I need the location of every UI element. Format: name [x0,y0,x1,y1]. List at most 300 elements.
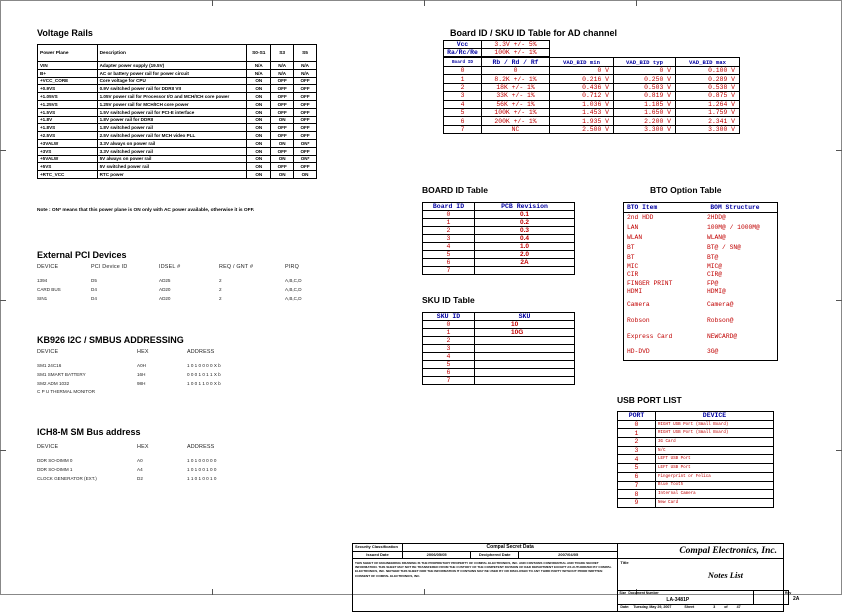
bto-cell: CIR [627,271,639,279]
voltage-cell: +3VS [38,147,98,155]
voltage-cell: OFF [294,116,317,124]
usb-row [618,498,774,507]
bto-cell: Express Card [627,332,673,340]
bto-row [624,254,778,263]
revision: 2A [793,596,800,602]
sku-id-cell: 7 [423,377,475,385]
bto-title: BTO Option Table [650,185,722,195]
usb-cell: 9 [618,498,656,507]
sku-id-row [423,377,575,385]
voltage-cell: OFF [271,163,294,171]
sku-id-cell: 10 [475,321,575,329]
bto-cell: 2HDD@ [706,213,726,221]
ad-cell: 6 [444,117,482,125]
board-id-title: BOARD ID Table [422,185,488,195]
sku-id-row [423,361,575,369]
pci-header: PIRQ [285,264,299,270]
pci-cell: 1394 [37,278,48,283]
ad-cell: 1.185 V [614,100,676,108]
frame-tick [836,450,842,451]
sku-id-cell [475,345,575,353]
pci-header: REQ / GNT # [219,264,254,270]
disclaimer: THIS SHEET OF ENGINEERING DRAWING IS THE PROPRIETARY PROPERTY OF COMPAL ELECTRONICS, INC. AND CONTAINS CONFIDENTIAL AND TRADE SECRET INFORMATION. THIS SHEET MAY NOT BE TRANSFERED FROM THE CUSTODY OF THE COMPETENT DIVISION OF R&D DEPARTMENT EXCEPT AS AUTHORIZED BY COMPAL ELECTRONICS, INC. NEITHER THIS SHEET NOR THE INFORMATION IT CONTAINS MAY BE USED BY OR DISCLOSED TO ANY THIRD PARTY WITHOUT PRIOR WRITTEN CONSENT OF COMPAL ELECTRONICS, INC. [353,559,618,612]
voltage-cell: ON [247,85,271,93]
pci-cell: CARD BUS [37,287,61,292]
voltage-header-cell: S3 [271,45,294,62]
frame-tick [0,150,6,151]
frame-tick [424,0,425,6]
voltage-cell: 1.25V power rail for MCH/ICH core power [97,100,247,108]
vcc-table [443,40,550,57]
usb-cell: 6 [618,472,656,481]
ad-cell: 1.036 V [550,100,614,108]
bto-cell: LAN [627,223,639,231]
voltage-cell: ON [247,77,271,85]
pci-cell: 2 [219,287,222,292]
ad-row [444,67,740,75]
ad-cell: NC [482,125,550,133]
ad-cell: 2.341 V [676,117,740,125]
voltage-cell: +VCC_CORE [38,77,98,85]
voltage-rails-table [37,44,317,179]
usb-cell: New Card [656,498,774,507]
vcc-value: 3.3V +/- 5% [482,41,550,49]
voltage-cell: +1.8VS [38,124,98,132]
voltage-cell: N/A [294,62,317,70]
ad-cell: 0.819 V [614,92,676,100]
ad-row [444,100,740,108]
usb-cell: 5 [618,464,656,473]
voltage-header-cell: S5 [294,45,317,62]
board-id-cell [475,267,575,275]
date-label: Date: [620,605,630,609]
voltage-cell: OFF [271,132,294,140]
bto-cell: BT [627,244,635,251]
ad-header-cell: VAD_BID max [676,58,740,67]
frame-tick [0,300,6,301]
ad-row [444,125,740,133]
ich-cell: A4 [137,467,143,472]
bto-row [624,279,778,288]
ad-header-cell: VAD_BID typ [614,58,676,67]
ad-header-cell: Board ID [444,58,482,67]
voltage-cell: OFF [294,93,317,101]
ad-cell: 3.300 V [614,125,676,133]
pci-cell: D4 [91,287,97,292]
usb-header-cell: DEVICE [656,412,774,421]
usb-row [618,438,774,447]
board-id-cell: 0.4 [475,235,575,243]
bto-cell: FINGER PRINT [627,279,673,287]
bto-row [624,262,778,271]
voltage-rails-title: Voltage Rails [37,28,93,38]
usb-cell: Fingerprint or Felica [656,472,774,481]
board-id-cell: 1 [423,219,475,227]
voltage-cell: ON [247,116,271,124]
ad-cell: 0.216 V [550,75,614,83]
voltage-cell: OFF [271,93,294,101]
kb-cell: 98H [137,381,146,386]
ad-cell: 1.650 V [614,108,676,116]
usb-cell: Internal Camera [656,490,774,499]
ad-cell: 5 [444,108,482,116]
board-id-row [423,251,575,259]
bto-row [624,296,778,312]
kb-cell: 16H [137,372,146,377]
deciphered-label: Deciphered Date [471,552,519,559]
ad-row [444,117,740,125]
pci-cell: D4 [91,296,97,301]
sku-id-row [423,369,575,377]
security-label: Security Classification [353,544,403,552]
voltage-header-cell: Power Plane [38,45,98,62]
voltage-cell: +1.8V [38,116,98,124]
ad-header-cell: Rb / Rd / Rf [482,58,550,67]
ich-cell: CLOCK GENERATOR (EXT.) [37,476,97,481]
ich-cell: 1 0 1 0 0 0 0 0 [187,458,217,463]
sku-id-cell [475,377,575,385]
ich-cell: A0 [137,458,143,463]
usb-row [618,481,774,490]
pci-cell: A,B,C,D [285,296,302,301]
bto-table [623,202,778,361]
voltage-cell: ON [247,147,271,155]
usb-row [618,490,774,499]
bto-cell: MIC [627,262,639,270]
board-id-row [423,235,575,243]
bto-row [624,242,778,254]
usb-cell: 0 [618,420,656,429]
sku-id-row [423,353,575,361]
bto-cell: Robson [627,316,650,324]
bto-cell: HD-DVD [627,348,650,356]
voltage-row [38,100,317,108]
usb-row [618,429,774,438]
board-id-cell: 0.3 [475,227,575,235]
bto-cell: BT [627,254,635,262]
voltage-cell: ON [247,163,271,171]
size-label: Size [619,591,627,595]
voltage-cell: 2.5V switched power rail for MCH video PLL [97,132,247,140]
voltage-cell: Adapter power supply (19.5V) [97,62,247,70]
sku-id-header-row [423,313,575,321]
voltage-cell: OFF [271,100,294,108]
ad-row [444,83,740,91]
kb-extra: C P U THERMAL MONITOR [37,389,96,394]
voltage-cell: +1.5VS [38,108,98,116]
ad-cell: 200K +/- 1% [482,117,550,125]
board-id-cell: 6 [423,259,475,267]
voltage-cell: +1.05VS [38,93,98,101]
usb-header-cell: PORT [618,412,656,421]
sku-id-title: SKU ID Table [422,295,475,305]
frame-tick [636,0,637,6]
ad-cell: 33K +/- 1% [482,92,550,100]
voltage-cell: OFF [271,85,294,93]
ad-cell: 0.503 V [614,83,676,91]
pci-cell: 2 [219,296,222,301]
board-id-row [423,211,575,219]
voltage-cell: OFF [294,85,317,93]
sku-id-cell: 5 [423,361,475,369]
bto-cell: WLAN [627,233,643,241]
voltage-cell: OFF [271,108,294,116]
voltage-row [38,85,317,93]
issued-label: Issued Date [353,552,403,559]
usb-cell: 2 [618,438,656,447]
kb-cell: A0H [137,363,146,368]
sku-id-cell [475,369,575,377]
voltage-cell: ON [247,155,271,163]
voltage-cell: OFF [294,124,317,132]
usb-row [618,464,774,473]
rev-label: Rev [785,591,792,595]
secret-text: Compal Secret Data [402,544,617,552]
ad-cell: 1.453 V [550,108,614,116]
kb-header: HEX [137,349,149,355]
voltage-note: Note : ON* means that this power plane is ON only with AC power available, otherwise it is OFF. [37,208,255,213]
sheet-number: 3 [713,605,716,609]
bto-cell: Camera [627,300,650,308]
voltage-cell: 1.05V power rail for Processor I/O and MCH/ICH core power [97,93,247,101]
voltage-row [38,132,317,140]
kb-cell: 0 0 0 1 0 1 1 X b [187,372,221,377]
usb-cell: LEFT USB Port [656,455,774,464]
board-id-table [422,202,575,275]
sku-id-header-cell: SKU ID [423,313,475,321]
bto-cell: NEWCARD@ [706,332,738,340]
ad-cell: 18K +/- 1% [482,83,550,91]
voltage-row [38,116,317,124]
voltage-row [38,155,317,163]
board-id-cell: 4 [423,243,475,251]
voltage-row [38,62,317,70]
usb-row [618,446,774,455]
sku-id-cell: 6 [423,369,475,377]
voltage-cell: B+ [38,69,98,77]
voltage-cell: OFF [294,108,317,116]
ad-header-row [444,58,740,67]
voltage-cell: +1.25VS [38,100,98,108]
voltage-cell: OFF [271,147,294,155]
bto-cell: 3G@ [706,348,719,356]
ad-cell: 4 [444,100,482,108]
bto-cell: Robson@ [706,316,734,324]
voltage-row [38,69,317,77]
board-id-row [423,219,575,227]
bto-row [624,328,778,344]
board-id-cell: 7 [423,267,475,275]
voltage-cell: +0.9VS [38,85,98,93]
ad-cell: 0.436 V [550,83,614,91]
kb-title: KB926 I2C / SMBUS ADDRESSING [37,335,184,345]
ich-header: HEX [137,444,149,450]
kb-cell: SM1 SMART BATTERY [37,372,86,377]
pci-header: PCI Device ID [91,264,128,270]
board-id-row [423,227,575,235]
ra-value: 100K +/- 1% [482,49,550,57]
usb-title: USB PORT LIST [617,395,682,405]
voltage-row [38,124,317,132]
usb-cell: 7 [618,481,656,490]
ad-row [444,92,740,100]
usb-cell: 1 [618,429,656,438]
pci-cell: AD25 [159,278,171,283]
ad-cell: 3.300 V [676,125,740,133]
pci-cell: AD20 [159,287,171,292]
bto-cell: BT@ / SN@ [706,244,741,251]
ad-cell: 0 [444,67,482,75]
voltage-cell: +2.5VS [38,132,98,140]
ad-cell: 0 [482,67,550,75]
voltage-cell: 1.8V switched power rail [97,124,247,132]
ad-row [444,75,740,83]
ad-cell: 8.2K +/- 1% [482,75,550,83]
sku-id-row [423,337,575,345]
voltage-cell: ON* [294,139,317,147]
board-sku-ad-title: Board ID / SKU ID Table for AD channel [450,28,618,38]
voltage-cell: ON [294,171,317,179]
ad-cell: 0.538 V [676,83,740,91]
bto-row [624,288,778,297]
sheet-title: Notes List [707,570,743,580]
board-id-cell: 2A [475,259,575,267]
board-id-row [423,243,575,251]
board-id-header-row [423,203,575,211]
voltage-header-row [38,45,317,62]
voltage-cell: ON [247,124,271,132]
ad-cell: 2.200 V [614,117,676,125]
bto-row [624,271,778,280]
voltage-cell: N/A [271,62,294,70]
usb-cell: 8 [618,490,656,499]
voltage-cell: +5VALW [38,155,98,163]
board-id-cell: 1.0 [475,243,575,251]
voltage-row [38,93,317,101]
usb-row [618,472,774,481]
voltage-cell: 5V always on power rail [97,155,247,163]
voltage-cell: +RTC_VCC [38,171,98,179]
document-number: LA-3481P [666,597,690,603]
pci-title: External PCI Devices [37,250,127,260]
deciphered-date: 2007/04/05 [519,552,618,559]
voltage-cell: AC or battery power rail for power circuit [97,69,247,77]
usb-cell: Blue Tooth [656,481,774,490]
board-id-cell: 2 [423,227,475,235]
ad-cell: 1.935 V [550,117,614,125]
voltage-cell: RTC power [97,171,247,179]
ich-header: DEVICE [37,444,59,450]
board-sku-ad-table [443,57,740,134]
bto-cell: 100M@ / 1000M@ [706,223,760,231]
board-id-cell: 3 [423,235,475,243]
board-id-row [423,259,575,267]
sku-id-row [423,329,575,337]
ad-cell: 1 [444,75,482,83]
kb-cell: SM2 ADM 1032 [37,381,70,386]
sku-id-cell [475,361,575,369]
sheet-date: Tuesday, May 29, 2007 [633,605,672,609]
voltage-cell: Core voltage for CPU [97,77,247,85]
bto-cell: HDMI@ [706,288,726,296]
ich-cell: D2 [137,476,143,481]
pci-cell: SIN1 [37,296,48,301]
board-id-cell: 2.0 [475,251,575,259]
bto-cell: 2nd HDD [627,213,654,221]
frame-tick [0,450,6,451]
voltage-header-cell: S0-S1 [247,45,271,62]
sheet-label: Sheet [684,605,695,609]
voltage-row [38,171,317,179]
ad-cell: 3 [444,92,482,100]
sku-id-cell: 0 [423,321,475,329]
ad-cell: 0.712 V [550,92,614,100]
voltage-cell: OFF [271,77,294,85]
voltage-cell: ON [271,171,294,179]
bto-row [624,344,778,360]
bto-header-row [624,203,778,213]
pci-cell: D5 [91,278,97,283]
pci-cell: AD20 [159,296,171,301]
frame-tick [836,150,842,151]
sku-id-cell: 2 [423,337,475,345]
voltage-cell: ON [271,155,294,163]
voltage-cell: 1.8V power rail for DDRII [97,116,247,124]
ad-cell: 0 V [550,67,614,75]
usb-table [617,411,774,508]
ich-header: ADDRESS [187,444,215,450]
voltage-cell: N/A [271,69,294,77]
kb-header: DEVICE [37,349,59,355]
voltage-cell: ON [247,108,271,116]
title-block [352,543,800,612]
ich-title: ICH8-M SM Bus address [37,427,141,437]
ra-label: Ra/Rc/Re [444,49,482,57]
document-number-label: Document Number [628,591,659,595]
bto-header-cell: BOM Structure [693,203,778,213]
ad-cell: 0.875 V [676,92,740,100]
bto-cell: Camera@ [706,300,734,308]
board-id-cell: 5 [423,251,475,259]
voltage-cell: ON [247,93,271,101]
of-label: of [724,605,728,609]
ad-row [444,108,740,116]
vcc-label: Vcc [444,41,482,49]
voltage-cell: VIN [38,62,98,70]
kb-cell: 1 0 0 1 1 0 0 X b [187,381,221,386]
pci-header: DEVICE [37,264,59,270]
board-id-cell: 0 [423,211,475,219]
board-id-header-cell: PCB Revision [475,203,575,211]
bto-row [624,312,778,328]
voltage-cell: ON [247,100,271,108]
issued-date: 2006/05/05 [402,552,470,559]
voltage-cell: +5VS [38,163,98,171]
sku-id-table [422,312,575,385]
voltage-cell: ON* [294,155,317,163]
sku-id-cell: 1 [423,329,475,337]
ich-cell: DDR SO-DIMM 0 [37,458,73,463]
sku-id-row [423,345,575,353]
sheet-total: 47 [736,605,741,609]
title-label: Title [620,560,629,565]
usb-cell: 3 [618,446,656,455]
usb-header-row [618,412,774,421]
usb-row [618,420,774,429]
kb-cell: SM1 24C16 [37,363,62,368]
usb-cell: 4 [618,455,656,464]
voltage-cell: ON [247,132,271,140]
